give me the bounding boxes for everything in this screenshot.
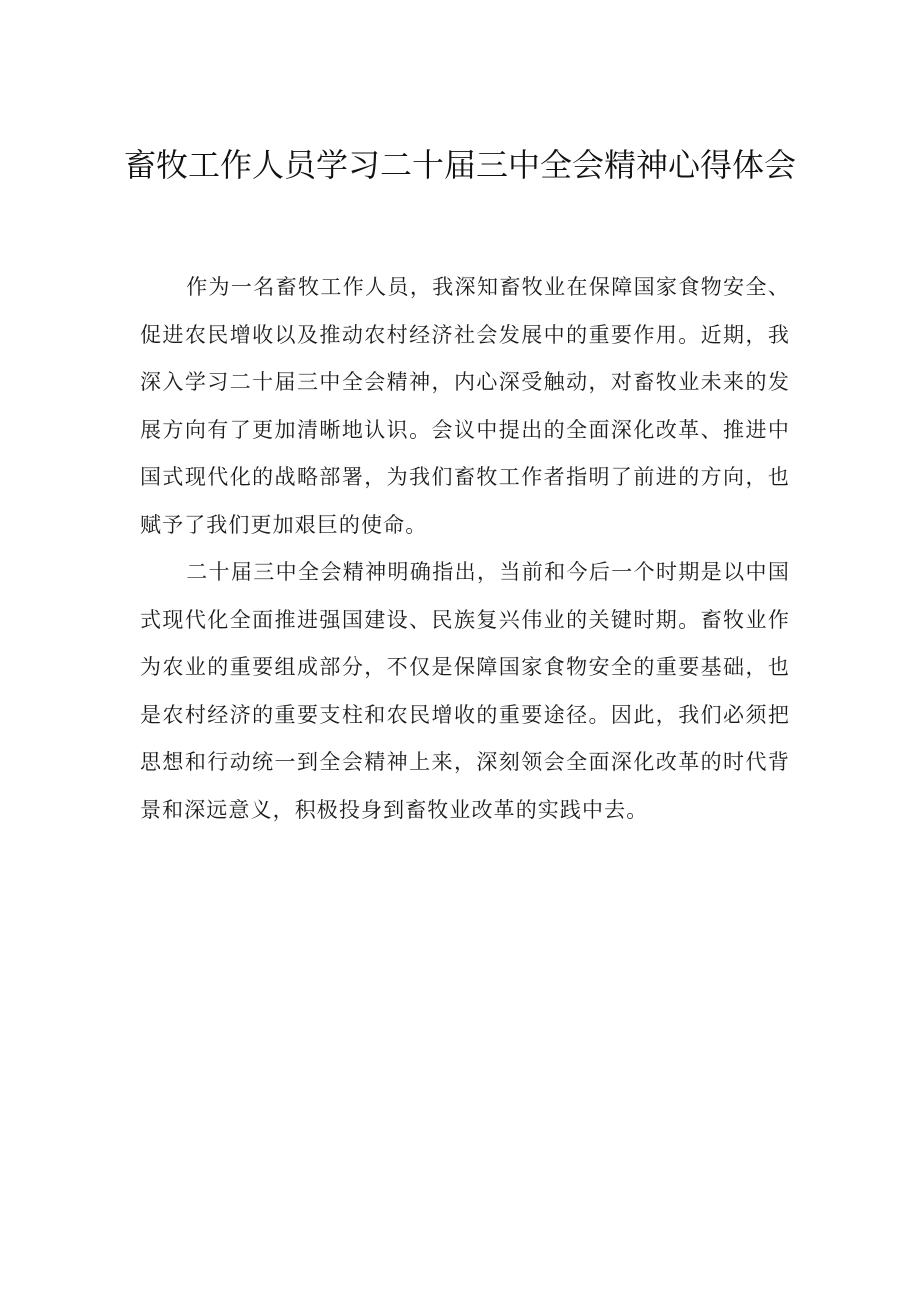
paragraph-1: 作为一名畜牧工作人员，我深知畜牧业在保障国家食物安全、促进农民增收以及推动农村经济社会发展中的重要作用。近期，我深入学习二十届三中全会精神，内心深受触动，对畜牧业未来的发展方向有了更加清晰地认识。会议中提出的全面深化改革、推进中国式现代化的战略部署，为我们畜牧工作者指明了前进的方向，也赋予了我们更加艰巨的使命。 [140,275,790,537]
document-body [140,264,790,834]
paragraph-2: 二十届三中全会精神明确指出，当前和今后一个时期是以中国式现代化全面推进强国建设、民族复兴伟业的关键时期。畜牧业作为农业的重要组成部分，不仅是保障国家食物安全的重要基础，也是农村经济的重要支柱和农民增收的重要途径。因此，我们必须把思想和行动统一到全会精神上来，深刻领会全面深化改革的时代背景和深远意义，积极投身到畜牧业改革的实践中去。 [140,560,790,822]
document-title: 畜牧工作人员学习二十届三中全会精神心得体会 [123,146,796,184]
